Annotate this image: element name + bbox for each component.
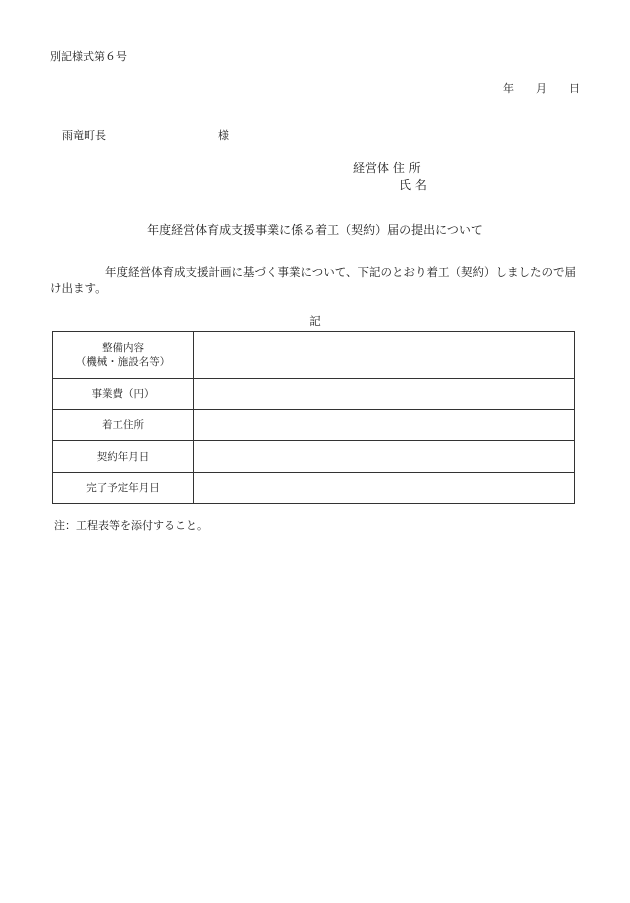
row-label-completion-date: 完了予定年月日 xyxy=(53,473,194,504)
sender-name-label: 氏 名 xyxy=(399,178,427,192)
addressee xyxy=(62,127,229,143)
date-month: 月 xyxy=(536,82,547,95)
row-label-contract-date: 契約年月日 xyxy=(53,441,194,473)
row-value-completion-date[interactable] xyxy=(194,473,575,504)
row-label-equipment xyxy=(53,332,194,379)
addressee-name: 雨竜町長 xyxy=(62,129,106,142)
row-value-equipment[interactable] xyxy=(194,332,575,379)
row-label-subline: （機械・施設名等） xyxy=(75,356,171,368)
table-row xyxy=(53,441,575,473)
addressee-honorific: 様 xyxy=(218,129,229,142)
date-year: 年 xyxy=(503,82,514,95)
row-label-site: 着工住所 xyxy=(53,410,194,441)
row-value-cost[interactable] xyxy=(194,379,575,410)
footnote: 注：工程表等を添付すること。 xyxy=(54,519,208,532)
row-value-site[interactable] xyxy=(194,410,575,441)
table-row xyxy=(53,332,575,379)
form-number: 別記様式第６号 xyxy=(50,50,127,63)
date-day: 日 xyxy=(569,82,580,95)
row-label-line: 整備内容 xyxy=(102,342,144,354)
row-value-contract-date[interactable] xyxy=(194,441,575,473)
row-label-cost: 事業費（円） xyxy=(53,379,194,410)
table-row xyxy=(53,473,575,504)
ki-heading: 記 xyxy=(309,314,321,328)
date-line xyxy=(503,80,580,96)
table-row xyxy=(53,379,575,410)
details-table xyxy=(52,331,575,504)
document-subject: 年度経営体育成支援事業に係る着工（契約）届の提出について xyxy=(147,223,483,237)
body-text: 年度経営体育成支援計画に基づく事業について、下記のとおり着工（契約）しましたので届け出ます。 xyxy=(50,265,577,295)
table-row xyxy=(53,410,575,441)
sender-address-label: 経営体 住 所 xyxy=(353,161,421,175)
